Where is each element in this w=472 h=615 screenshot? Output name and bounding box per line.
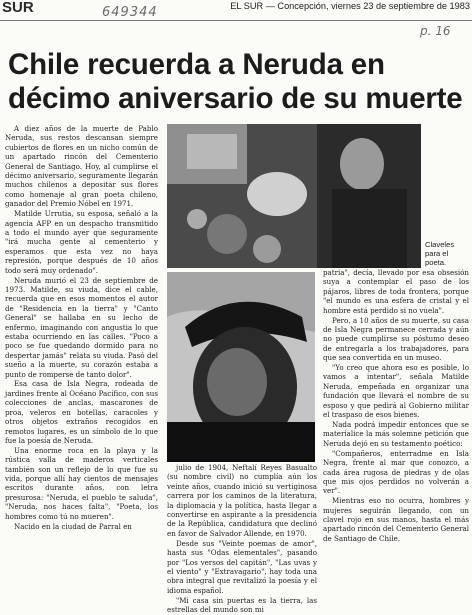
paragraph: Neruda murió el 23 de septiembre de 1973. Matilde, su viuda, dice el cable, recuerda que en esos momentos el autor de "Residencia en la tierra" y "Canto General" se hallaba en su lecho de enfermo, imaginando con angustia lo que estaba ocurriendo en las calles. "Poco a poco se fue quedando dormido para no despertar jamás" relata su viuda. Pasó del sueño a la muerte, su corazón estaba a punto de romperse de tanto dolor". <box>5 275 158 379</box>
paragraph: patria", decía, llevado por esa obsesión suya a contemplar el paso de los pájaros, libres de toda frontera, porque "el mundo es una esfera de cristal y el hombre está perdido si no vuela". <box>323 268 469 315</box>
paragraph: "Compañeros, enterradme en Isla Negra, frente al mar que conozco, a cada área rugosa de piedras y de olas que mis ojos perdidos no volverán a ver". <box>323 448 469 496</box>
paragraph: Nada podrá impedir entonces que se materialice la más solemne petición que Neruda dejó en su testamento poético: <box>323 420 469 448</box>
photo-caption: Claveles para el poeta. <box>425 240 455 267</box>
top-rule <box>0 20 472 21</box>
paragraph: "Yo creo que ahora eso es posible, lo vamos a intentar", señala Matilde Neruda, empeñada en organizar una fundación que llevará el nombre de su esposo y que pedirá al Gobierno militar el traspaso de esos bienes. <box>323 363 469 420</box>
paragraph: "Mi casa sin puertas es la tierra, las estrellas del mundo son mi <box>167 595 317 615</box>
article-column-1 <box>5 124 158 598</box>
handwritten-page-number: p. 16 <box>420 24 451 38</box>
handwritten-archive-number: 649344 <box>102 5 158 20</box>
paragraph: Matilde Urrutia, su esposa, señaló a la agencia AFP en un despacho transmitido a todo el mundo ayer que seguramente "irá mucha gente al cementerio y esperamos que esta vez no haya represión, porque después de 10 años todo será muy ordenado". <box>5 209 158 275</box>
portrait-illustration <box>167 272 315 462</box>
article-column-2 <box>167 463 317 615</box>
paragraph: Mientras eso no ocurra, hombres y mujeres seguirán llegando, con un clavel rojo en sus manos, hasta el más apartado rincón del Cementerio General de Santiago de Chile. <box>323 496 469 543</box>
paragraph: Desde sus "Veinte poemas de amor", hasta sus "Odas elementales", pasando por "Los versos del capitán", "Las uvas y el viento" y "Extravagario", hay toda una obra integral que revitalizó la poesía y el idioma español. <box>167 538 317 595</box>
article-headline: Chile recuerda a Neruda en décimo aniversario de su muerte <box>8 48 463 115</box>
paragraph: Nacido en la ciudad de Parral en <box>14 521 132 531</box>
paragraph: Esa casa de Isla Negra, rodeada de jardines frente al Océano Pacífico, con sus colecciones de anclas, mascarones de proa, veleros en botellas, caracoles y otros objetos extraños recogidos en remotos lugares, es un símbolo de lo que fue la poesía de Neruda. <box>5 379 158 445</box>
photo-people-with-flowers <box>167 124 421 268</box>
paragraph: A diez años de la muerte de Pablo Neruda, sus restos descansan siempre cubiertos de flores en un nicho común de un apartado rincón del Cementerio General de Santiago. Hoy, al cumplirse el décimo aniversario, seguramente llegarán muchos chilenos a depositar sus flores como homenaje al gran poeta chileno, ganador del Premio Nóbel en 1971. <box>5 124 158 209</box>
paragraph: Una enorme roca en la playa y la rústica valla de maderos verticales también son un reflejo de lo que fue su vida, porque allí hay cientos de mensajes escritos durante años, con letra presurosa: "Neruda, el pueblo te saluda", "Neruda, nos haces falta", "Poeta, los hombres como tú no mueren". <box>5 445 158 521</box>
dateline: EL SUR — Concepción, viernes 23 de septiembre de 1983 <box>230 1 470 11</box>
paragraph: julio de 1904, Neftalí Reyes Basualto (su nombre civil) no cumplía aún los veinte años, cuando inició su vertiginosa carrera por los caminos de la literatura, la diplomacia y la política, hasta llegar a convertirse en aspirante a la presidencia de la República, candidatura que declinó en favor de Salvador Allende, en 1970. <box>167 463 317 538</box>
article-column-3 <box>323 268 469 598</box>
photo-crowd-illustration <box>167 124 421 268</box>
photo-neruda-portrait <box>167 272 315 462</box>
newspaper-logo: SUR <box>2 0 34 16</box>
paragraph: Pero, a 10 años de su muerte, su casa de Isla Negra permanece cerrada y aún no puede cumplirse su póstumo deseo de entregarla a los trabajadores, para que sea convertida en un museo. <box>323 315 469 363</box>
